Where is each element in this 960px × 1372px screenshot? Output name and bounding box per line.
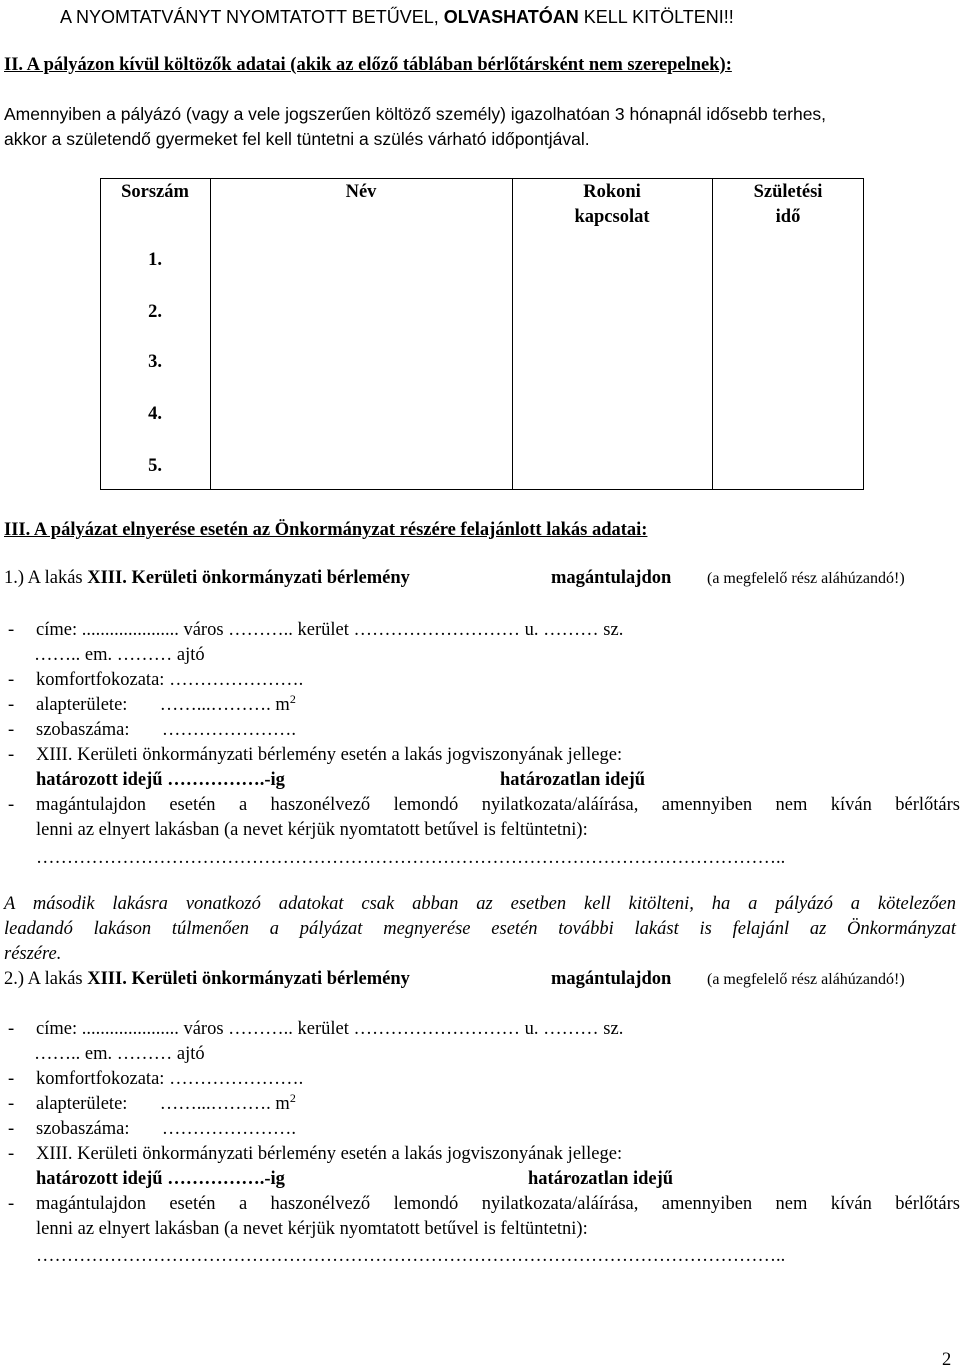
label-komfort: komfortfokozata: [36,670,165,690]
dots: …………………. [161,1119,296,1139]
legal-type-text: XIII. Kerületi önkormányzati bérlemény esetén a lakás jogviszonyának jellege: [36,745,623,765]
label-ajto: ajtó [176,645,205,665]
dots: ……… [112,645,177,665]
second-flat-note-line2: leadandó lakáson túlmenően a pályázat megnyerése esetén további lakást is felajánl az Önkormányzat [4,919,956,939]
dash: - [8,1194,15,1214]
flat-2-option-rental[interactable]: XIII. Kerületi önkormányzati bérlemény [87,969,410,989]
flat-1-signature-line[interactable]: ………………………………………………………………………………………………………….. [36,848,786,868]
header-text: A NYOMTATVÁNYT NYOMTATOTT BETŰVEL, [60,7,444,27]
private-statement-line1: magántulajdon esetén a haszonélvező lemondó nyilatkozata/aláírása, amennyiben nem kíván bérlőtárs [36,795,960,815]
relatives-table [100,178,864,490]
header-nev: Név [345,182,377,202]
flat-1-underline-note: (a megfelelő rész aláhúzandó!) [707,570,905,587]
label-cime: címe: [36,1019,78,1039]
label-varos: város [183,1019,224,1039]
section-2-intro-line2: akkor a születendő gyermeket fel kell tüntetni a szülés várható időpontjával. [4,129,590,149]
table-col-name[interactable] [210,178,512,490]
flat-1-option-private[interactable]: magántulajdon [551,568,672,588]
second-flat-note-line1: A második lakásra vonatkozó adatokat csak abban az esetben kell kitölteni, ha a pályázó a kötelezően [4,894,956,914]
label-utca: u. [524,620,539,640]
flat-2-option-private[interactable]: magántulajdon [551,969,672,989]
dots: ……...………. [159,695,276,715]
label-kerulet: kerület [297,620,349,640]
page-number: 2 [942,1350,952,1370]
dots: ..................... [81,620,184,640]
table-col-number [100,178,210,490]
form-header [60,5,734,29]
dash: - [8,1119,15,1139]
dots: ……….. [223,620,298,640]
dash: - [8,1069,15,1089]
label-szam: sz. [603,620,624,640]
header-emphasis: OLVASHATÓAN [443,7,579,27]
dots: ……………………… [348,620,525,640]
dots: ……………………… [348,1019,525,1039]
dash: - [8,795,15,815]
dash: - [8,745,15,765]
flat-2-signature-line[interactable]: ………………………………………………………………………………………………………….. [36,1246,786,1266]
flat-2-address-line2[interactable] [34,1042,205,1066]
flat-2-address-field[interactable] [36,1017,623,1041]
label-utca: u. [524,1019,539,1039]
unit-m: m [275,695,290,715]
row-number-5: 5. [148,456,162,476]
unit-exponent: 2 [289,1090,296,1105]
flat-1-address-line2[interactable] [34,643,205,667]
dots: …….. [34,645,85,665]
row-number-4: 4. [148,404,162,424]
dots: …………………. [169,670,304,690]
label-cime: címe: [36,620,78,640]
rooms-text [36,1117,296,1141]
unit-exponent: 2 [289,691,296,706]
flat-1-fixed-term[interactable]: határozott idejű …………….-ig [36,770,285,790]
unit-m: m [275,1094,290,1114]
dash: - [8,620,15,640]
dots: …….. [34,1044,85,1064]
label-szam: sz. [603,1019,624,1039]
flat-1-indefinite-term[interactable]: határozatlan idejű [500,770,646,790]
flat-2-fixed-term[interactable]: határozott idejű …………….-ig [36,1169,285,1189]
flat-2-indefinite-term[interactable]: határozatlan idejű [528,1169,674,1189]
section-3-title: III. A pályázat elnyerése esetén az Önkormányzat részére felajánlott lakás adatai: [4,520,648,540]
rooms-text [36,718,296,742]
label-ajto: ajtó [176,1044,205,1064]
flat-1-number: 1.) A lakás [4,568,88,588]
section-2-title: II. A pályázon kívül költözők adatai (akik az előző táblában bérlőtársként nem szerepelnek): [4,55,732,75]
dots: ……… [112,1044,177,1064]
label-kerulet: kerület [297,1019,349,1039]
row-number-1: 1. [148,250,162,270]
dots: …………………. [169,1069,304,1089]
label-emelet: em. [84,645,113,665]
area-text [36,1092,296,1116]
comfort-text [36,1067,303,1091]
header-sorszam: Sorszám [121,182,189,202]
flat-2-underline-note: (a megfelelő rész aláhúzandó!) [707,971,905,988]
row-number-2: 2. [148,302,162,322]
header-kapcsolat: kapcsolat [574,207,650,227]
label-szobaszam: szobaszáma: [36,720,130,740]
header-szuletesi: Születési [753,182,823,202]
dash: - [8,1019,15,1039]
flat-1-address-field[interactable] [36,618,623,642]
dash: - [8,670,15,690]
dash: - [8,1144,15,1164]
header-rokoni: Rokoni [583,182,641,202]
second-flat-note-line3: részére. [4,944,62,964]
flat-1-private-statement-line2: lenni az elnyert lakásban (a nevet kérjük nyomtatott betűvel is feltüntetni): [36,820,588,840]
label-alapterulet: alapterülete: [36,695,128,715]
legal-type-text: XIII. Kerületi önkormányzati bérlemény esetén a lakás jogviszonyának jellege: [36,1144,623,1164]
area-text [36,693,296,717]
label-varos: város [183,620,224,640]
flat-2-private-statement-line2: lenni az elnyert lakásban (a nevet kérjük nyomtatott betűvel is feltüntetni): [36,1219,588,1239]
label-komfort: komfortfokozata: [36,1069,165,1089]
flat-1-heading [4,566,410,590]
flat-2-heading [4,967,410,991]
dash: - [8,695,15,715]
dots: ……… [538,620,604,640]
row-number-3: 3. [148,352,162,372]
dots: ……… [538,1019,604,1039]
header-ido: idő [775,207,801,227]
dots: …………………. [161,720,296,740]
dots: ……...………. [159,1094,276,1114]
dash: - [8,1094,15,1114]
label-alapterulet: alapterülete: [36,1094,128,1114]
private-statement-line1: magántulajdon esetén a haszonélvező lemondó nyilatkozata/aláírása, amennyiben nem kíván bérlőtárs [36,1194,960,1214]
flat-1-option-rental[interactable]: XIII. Kerületi önkormányzati bérlemény [87,568,410,588]
section-2-intro-line1: Amennyiben a pályázó (vagy a vele jogszerűen költöző személy) igazolhatóan 3 hónapnál idősebb terhes, [4,104,827,124]
dots: ..................... [81,1019,184,1039]
label-szobaszam: szobaszáma: [36,1119,130,1139]
comfort-text [36,668,303,692]
flat-2-number: 2.) A lakás [4,969,88,989]
dots: ……….. [223,1019,298,1039]
dash: - [8,720,15,740]
header-text-end: KELL KITÖLTENI!! [578,7,734,27]
label-emelet: em. [84,1044,113,1064]
